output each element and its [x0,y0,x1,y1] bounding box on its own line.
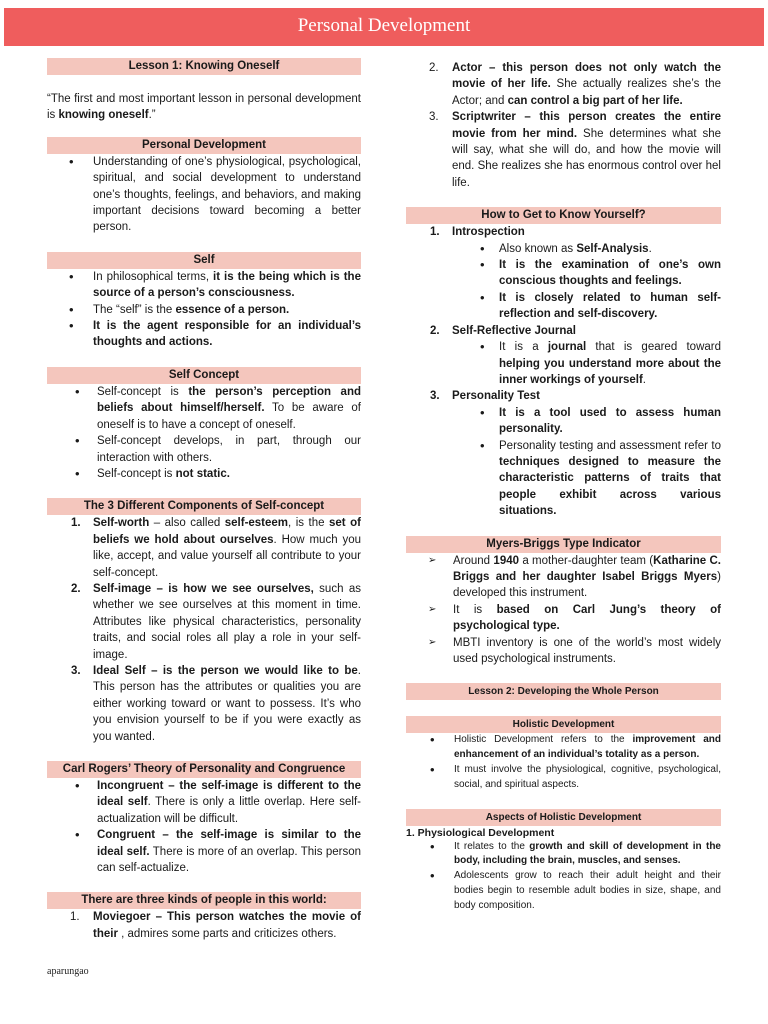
list-item: • Congruent – the self-image is similar to the ideal self. There is more of an overlap. This person can self-actualize. [47,827,361,876]
list-item: 1. Moviegoer – This person watches the movie of their , admires some parts and criticizes others. [70,911,361,940]
list-item: 3. Personality Test • It is a tool used to assess human personality. • Personality testing and assessment refer to techniques designed to measure the characteristic patterns of traits that people exhibit across various situations. [406,388,721,519]
right-column [406,60,721,914]
lesson2-heading: Lesson 2: Developing the Whole Person [406,683,721,700]
list-item: • It is closely related to human self-reflection and self-discovery. [406,290,721,323]
holistic-list [406,733,721,792]
arrow-bullet-icon: ➢ [428,636,437,648]
list-item: ➢ MBTI inventory is one of the world’s most widely used psychological instruments. [428,636,721,665]
list-item: • The “self” is the essence of a person. [47,302,361,318]
journal-list [406,339,721,388]
know-yourself-heading: How to Get to Know Yourself? [406,207,721,224]
list-item: • Self-concept is the person’s perception and beliefs about himself/herself. To be aware of oneself is to have a concept of oneself. [47,384,361,433]
lesson1-heading: Lesson 1: Knowing Oneself [47,58,361,75]
mbti-list [406,553,721,668]
personality-test-list [406,405,721,520]
list-item: • It relates to the growth and skill of development in the body, including the brain, muscles, and senses. [406,840,721,870]
list-item: • Understanding of one’s physiological, psychological, spiritual, and social development to understand one’s thoughts, feelings, and behaviors, and making important decisions toward becoming a better person. [47,154,361,236]
arrow-bullet-icon: ➢ [428,603,437,615]
list-item: • It is a journal that is geared toward helping you understand more about the inner workings of yourself. [406,339,721,388]
self-list [47,269,361,351]
author-signature: aparungao [47,966,89,977]
list-item: • Self-concept is not static. [47,466,361,482]
self-heading: Self [47,252,361,269]
components-heading: The 3 Different Components of Self-concept [47,498,361,515]
list-item: 2. Self-Reflective Journal • It is a journal that is geared toward helping you understand more about the inner workings of yourself. [406,323,721,389]
list-item: 1. Self-worth – also called self-esteem, is the set of beliefs we hold about ourselves. How much you like, accept, and value yourself all contribute to your self-concept. [71,517,362,579]
arrow-bullet-icon: ➢ [428,554,437,566]
list-item: 3. Scriptwriter – this person creates the entire movie from her mind. She determines what she will say, what she will do, and how the movie will end. She realizes she has enormous control over hel life. [429,111,721,189]
kinds-heading: There are three kinds of people in this world: [47,892,361,909]
personal-development-heading: Personal Development [47,137,361,154]
physiological-list [406,840,721,914]
self-concept-heading: Self Concept [47,367,361,384]
list-item: 2. Actor – this person does not only watch the movie of her life. She actually realizes she’s the Actor; and can control a big part of her life. [429,62,721,107]
intro-quote: “The first and most important lesson in personal development is knowing oneself.” [47,93,361,122]
list-item: • It is the agent responsible for an individual’s thoughts and actions. [47,318,361,351]
kinds-list [47,909,361,942]
list-item: • Adolescents grow to reach their adult height and their bodies begin to resemble adult bodies in size, shape, and body composition. [406,869,721,913]
list-item: 2. Self-image – is how we see ourselves, such as whether we see ourselves at this moment in time. Attributes like physical characteristics, personality traits, and social roles all play a role in your self-image. [71,582,361,661]
list-item: • It is the examination of one’s own conscious thoughts and feelings. [406,257,721,290]
kinds-list-continued [406,60,721,191]
list-item: • Personality testing and assessment refer to techniques designed to measure the characteristic patterns of traits that people exhibit across various situations. [406,438,721,520]
know-yourself-list [406,224,721,519]
list-item: • Self-concept develops, in part, through our interaction with others. [47,433,361,466]
list-item: • It is a tool used to assess human personality. [406,405,721,438]
list-item: ➢ It is based on Carl Jung’s theory of psychological type. [428,603,721,633]
self-concept-list [47,384,361,482]
aspects-heading: Aspects of Holistic Development [406,809,721,826]
personal-development-list [47,154,361,236]
introspection-list [406,241,721,323]
components-list [47,515,361,745]
mbti-heading: Myers-Briggs Type Indicator [406,536,721,553]
list-item: • Also known as Self-Analysis. [406,241,721,257]
page-title: Personal Development [297,15,471,36]
list-item: • It must involve the physiological, cognitive, psychological, social, and spiritual aspects. [406,763,721,793]
holistic-heading: Holistic Development [406,716,721,733]
rogers-heading: Carl Rogers’ Theory of Personality and Congruence [47,761,361,778]
page-title-banner [4,8,764,46]
physiological-subheading: 1. Physiological Development [406,826,555,839]
list-item: ➢ Around 1940 a mother-daughter team (Katharine C. Briggs and her daughter Isabel Briggs Myers) developed this instrument. [428,554,722,600]
list-item: • Incongruent – the self-image is different to the ideal self. There is only a little overlap. Here self-actualization will be difficult. [47,778,361,827]
left-column [47,58,361,942]
list-item: • Holistic Development refers to the improvement and enhancement of an individual’s totality as a person. [406,733,721,763]
list-item: • In philosophical terms, it is the being which is the source of a person’s consciousness. [47,269,361,302]
rogers-list [47,778,361,876]
list-item: 3. Ideal Self – is the person we would like to be. This person has the attributes or qualities you are either working toward or want to possess. It’s who you envision yourself to be if you were exactly as you wanted. [71,664,361,743]
list-item: 1. Introspection • Also known as Self-Analysis. • It is the examination of one’s own conscious thoughts and feelings. • It is closely related to human self-reflection and self-discovery. [406,224,721,322]
